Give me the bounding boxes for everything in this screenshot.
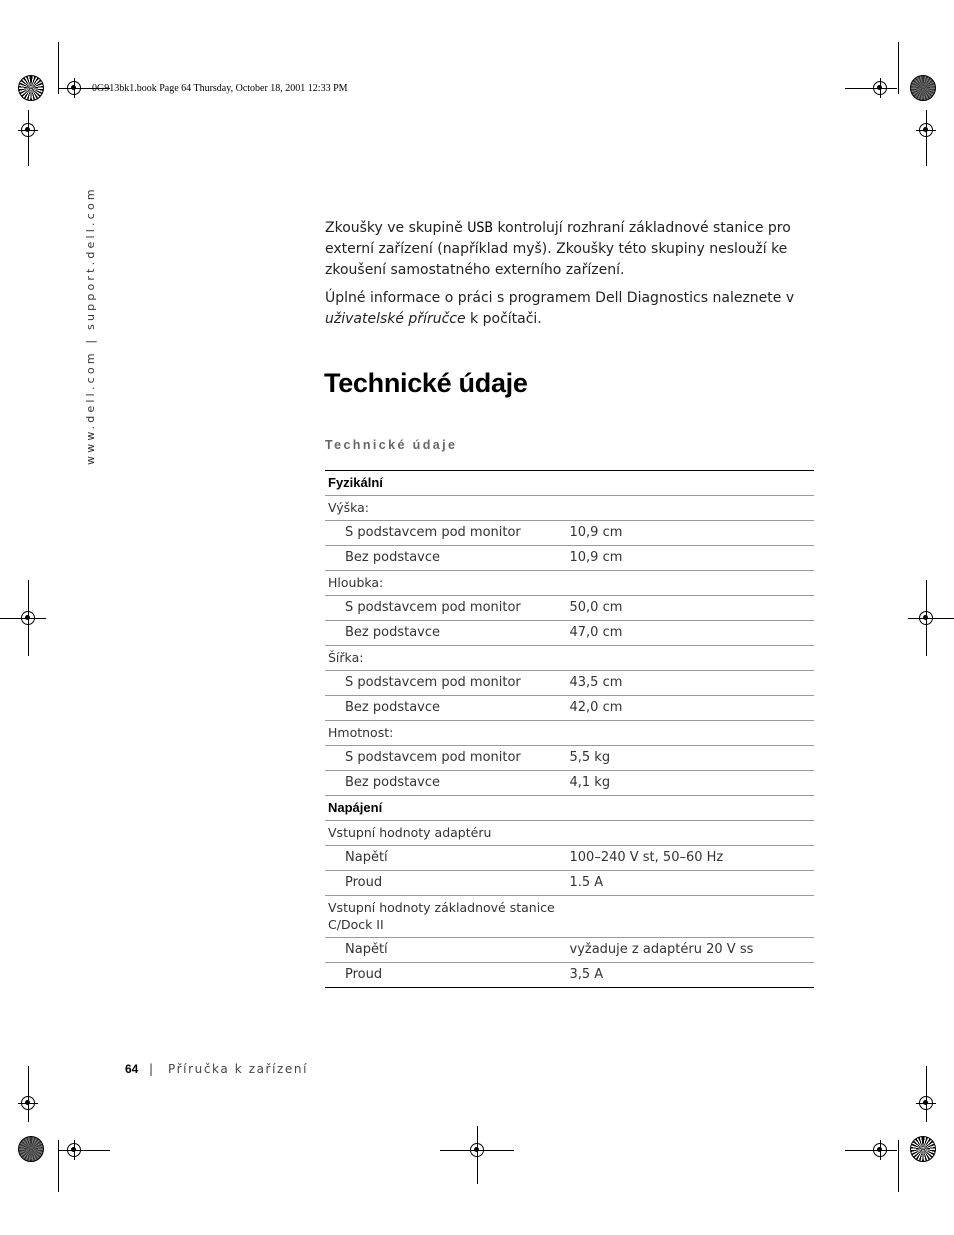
table-group-row (325, 571, 814, 596)
color-target-icon (910, 75, 936, 101)
table-row (325, 546, 814, 571)
row-label: S podstavcem pod monitor (325, 521, 570, 546)
row-value: vyžaduje z adaptéru 20 V ss (570, 938, 815, 963)
group-label: Výška: (325, 496, 814, 521)
print-header: 0G913bk1.book Page 64 Thursday, October 18, 2001 12:33 PM (92, 83, 348, 94)
table-row (325, 671, 814, 696)
group-label: Hloubka: (325, 571, 814, 596)
table-row (325, 938, 814, 963)
row-label: Bez podstavce (325, 696, 570, 721)
color-target-icon (18, 1136, 44, 1162)
row-label: Proud (325, 871, 570, 896)
registration-mark-icon (21, 611, 35, 625)
page-number: 64 (125, 1062, 139, 1076)
table-row (325, 746, 814, 771)
row-label: Napětí (325, 846, 570, 871)
table-row (325, 963, 814, 988)
intro-text: k počítači. (465, 311, 542, 327)
section-heading: Technické údaje (324, 368, 528, 398)
registration-mark-icon (873, 1143, 887, 1157)
registration-mark-icon (919, 611, 933, 625)
registration-mark-icon (21, 123, 35, 137)
sidebar-url: www.dell.com | support.dell.com (84, 186, 97, 465)
row-value: 4,1 kg (570, 771, 815, 796)
table-row (325, 871, 814, 896)
intro-text: Zkoušky ve skupině (325, 220, 468, 236)
row-label: S podstavcem pod monitor (325, 746, 570, 771)
table-row (325, 771, 814, 796)
table-group-row (325, 896, 814, 938)
table-group-row (325, 646, 814, 671)
row-value: 3,5 A (570, 963, 815, 988)
spec-table (325, 470, 814, 988)
table-section-row (325, 471, 814, 496)
row-label: Napětí (325, 938, 570, 963)
row-value: 50,0 cm (570, 596, 815, 621)
intro-paragraph-usb (325, 218, 805, 281)
table-group-row (325, 721, 814, 746)
table-row (325, 696, 814, 721)
group-label: Vstupní hodnoty základnové stanice C/Dock II (325, 896, 570, 938)
group-label: Vstupní hodnoty adaptéru (325, 821, 814, 846)
row-value: 43,5 cm (570, 671, 815, 696)
registration-mark-icon (470, 1143, 484, 1157)
footer-title: Příručka k zařízení (168, 1062, 309, 1076)
table-group-row (325, 496, 814, 521)
manual-reference: uživatelské příručce (325, 311, 466, 327)
table-caption: Technické údaje (325, 438, 458, 452)
color-target-icon (18, 75, 44, 101)
table-row (325, 846, 814, 871)
row-value: 100–240 V st, 50–60 Hz (570, 846, 815, 871)
row-label: S podstavcem pod monitor (325, 671, 570, 696)
intro-paragraph-diagnostics (325, 288, 805, 330)
table-row (325, 521, 814, 546)
table-section-row (325, 796, 814, 821)
section-label: Fyzikální (328, 475, 383, 490)
row-label: Bez podstavce (325, 546, 570, 571)
intro-text: Úplné informace o práci s programem Dell Diagnostics naleznete v (325, 290, 795, 306)
table-group-row (325, 821, 814, 846)
group-label: Hmotnost: (325, 721, 814, 746)
registration-mark-icon (873, 81, 887, 95)
color-target-icon (910, 1136, 936, 1162)
row-label: S podstavcem pod monitor (325, 596, 570, 621)
registration-mark-icon (919, 123, 933, 137)
row-label: Bez podstavce (325, 771, 570, 796)
registration-mark-icon (919, 1096, 933, 1110)
row-label: Bez podstavce (325, 621, 570, 646)
registration-mark-icon (67, 1143, 81, 1157)
section-label: Napájení (328, 800, 383, 815)
group-label: Šířka: (325, 646, 814, 671)
row-value: 1.5 A (570, 871, 815, 896)
registration-mark-icon (67, 81, 81, 95)
row-value: 47,0 cm (570, 621, 815, 646)
row-value: 42,0 cm (570, 696, 815, 721)
row-value: 10,9 cm (570, 521, 815, 546)
intro-text: kontrolují rozhraní základnové stanice pro externí zařízení (například myš). Zkoušky této skupiny neslouží ke zkoušení samostatného externího zařízení. (325, 220, 791, 278)
row-value: 10,9 cm (570, 546, 815, 571)
usb-term: USB (467, 220, 494, 236)
registration-mark-icon (21, 1096, 35, 1110)
table-row (325, 621, 814, 646)
row-label: Proud (325, 963, 570, 988)
footer-separator: | (149, 1062, 154, 1076)
table-row (325, 596, 814, 621)
row-value: 5,5 kg (570, 746, 815, 771)
